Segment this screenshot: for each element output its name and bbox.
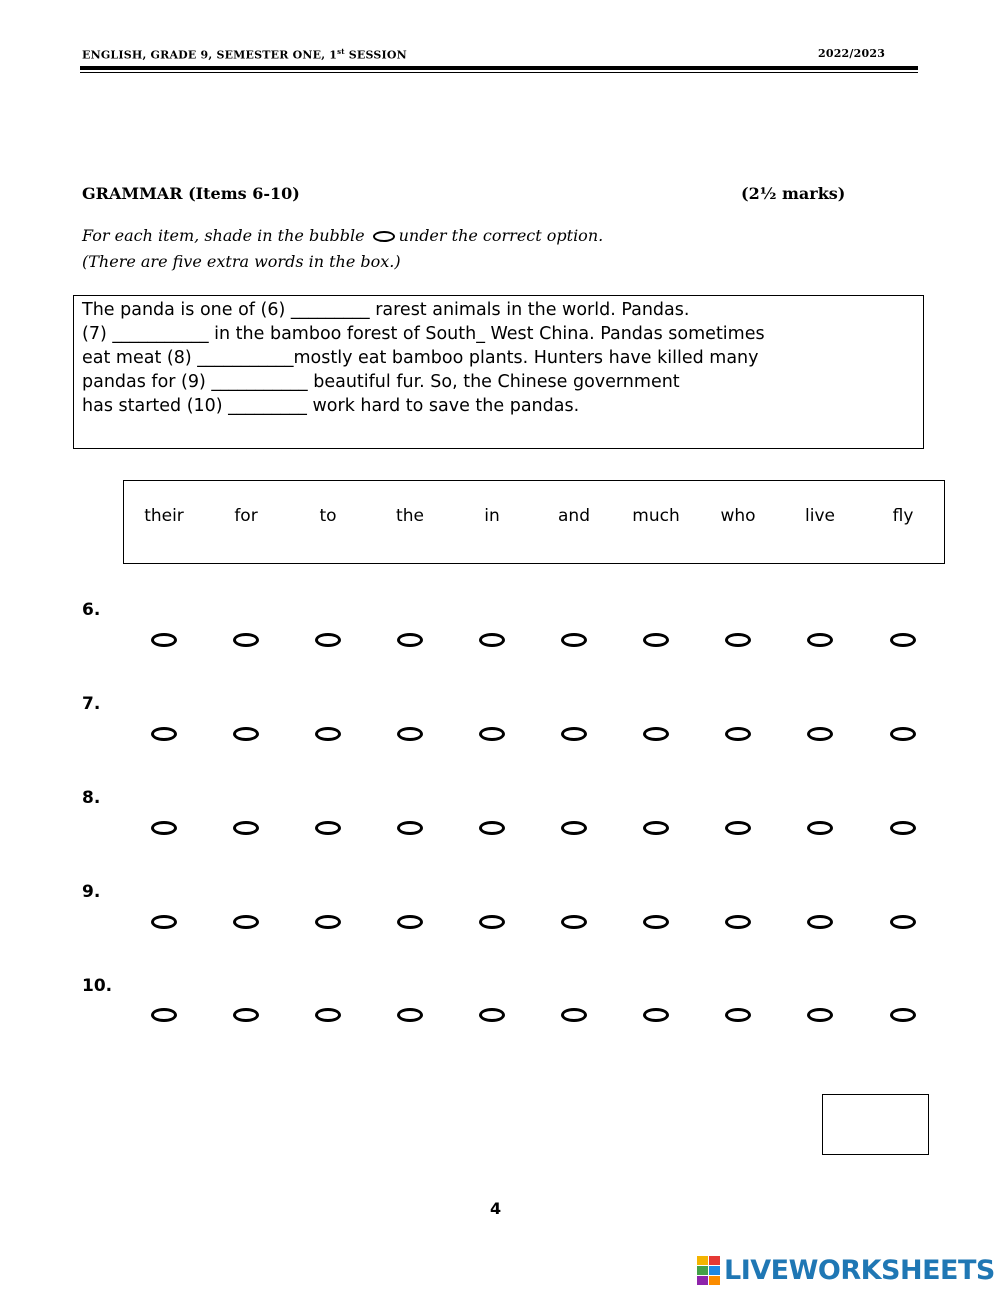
answer-bubble-6-live[interactable] — [807, 633, 833, 647]
answer-bubble-10-in[interactable] — [479, 1008, 505, 1022]
option-word: their — [144, 506, 184, 526]
item-number: 7. — [82, 694, 101, 714]
item-number: 9. — [82, 882, 101, 902]
answer-bubble-7-fly[interactable] — [890, 727, 916, 741]
logo-tile — [709, 1256, 720, 1265]
answer-bubble-8-much[interactable] — [643, 821, 669, 835]
passage-line: pandas for (9) ___________ beautiful fur. So, the Chinese government — [82, 372, 680, 392]
answer-bubble-10-who[interactable] — [725, 1008, 751, 1022]
answer-bubble-9-fly[interactable] — [890, 915, 916, 929]
answer-bubble-9-for[interactable] — [233, 915, 259, 929]
score-box — [822, 1094, 929, 1155]
liveworksheets-logo — [697, 1255, 995, 1286]
section-title: GRAMMAR (Items 6-10) — [82, 184, 300, 203]
instruction-extra-words: (There are five extra words in the box.) — [82, 252, 401, 271]
answer-bubble-6-much[interactable] — [643, 633, 669, 647]
answer-bubble-10-and[interactable] — [561, 1008, 587, 1022]
answer-bubble-8-fly[interactable] — [890, 821, 916, 835]
answer-bubble-6-fly[interactable] — [890, 633, 916, 647]
option-word: much — [632, 506, 680, 526]
answer-bubble-9-live[interactable] — [807, 915, 833, 929]
instruction-text-b: under the correct option. — [398, 226, 604, 245]
logo-grid-icon — [697, 1256, 720, 1285]
logo-tile — [697, 1276, 708, 1285]
answer-bubble-10-to[interactable] — [315, 1008, 341, 1022]
answer-bubble-10-live[interactable] — [807, 1008, 833, 1022]
answer-bubble-6-the[interactable] — [397, 633, 423, 647]
answer-bubble-7-their[interactable] — [151, 727, 177, 741]
answer-bubble-8-in[interactable] — [479, 821, 505, 835]
answer-bubble-7-who[interactable] — [725, 727, 751, 741]
instructions — [82, 223, 603, 275]
header-title: ENGLISH, GRADE 9, SEMESTER ONE, 1st SESSION — [82, 47, 407, 62]
logo-tile — [709, 1276, 720, 1285]
option-word: and — [558, 506, 590, 526]
answer-bubble-6-their[interactable] — [151, 633, 177, 647]
answer-bubble-7-live[interactable] — [807, 727, 833, 741]
option-word: in — [484, 506, 500, 526]
answer-bubble-8-to[interactable] — [315, 821, 341, 835]
answer-bubble-6-for[interactable] — [233, 633, 259, 647]
answer-bubble-10-much[interactable] — [643, 1008, 669, 1022]
logo-tile — [697, 1256, 708, 1265]
logo-tile — [709, 1266, 720, 1275]
item-number: 10. — [82, 976, 113, 996]
answer-bubble-7-and[interactable] — [561, 727, 587, 741]
passage-line: has started (10) _________ work hard to save the pandas. — [82, 396, 580, 416]
answer-bubble-7-in[interactable] — [479, 727, 505, 741]
passage-box — [73, 295, 924, 449]
answer-bubble-6-and[interactable] — [561, 633, 587, 647]
answer-bubble-7-for[interactable] — [233, 727, 259, 741]
answer-bubble-6-to[interactable] — [315, 633, 341, 647]
answer-bubble-7-the[interactable] — [397, 727, 423, 741]
answer-bubble-10-for[interactable] — [233, 1008, 259, 1022]
answer-bubble-10-the[interactable] — [397, 1008, 423, 1022]
header-rule-thick — [80, 66, 918, 70]
answer-bubble-8-live[interactable] — [807, 821, 833, 835]
answer-bubble-9-who[interactable] — [725, 915, 751, 929]
answer-bubble-9-to[interactable] — [315, 915, 341, 929]
option-word: fly — [892, 506, 914, 526]
section-marks: (2½ marks) — [741, 184, 846, 203]
page-number: 4 — [490, 1199, 502, 1218]
item-number: 8. — [82, 788, 101, 808]
option-word: the — [396, 506, 424, 526]
answer-bubble-7-much[interactable] — [643, 727, 669, 741]
answer-bubble-9-the[interactable] — [397, 915, 423, 929]
passage-line: (7) ___________ in the bamboo forest of South_ West China. Pandas sometimes — [82, 324, 765, 344]
answer-bubble-9-much[interactable] — [643, 915, 669, 929]
answer-bubble-8-who[interactable] — [725, 821, 751, 835]
answer-bubble-10-their[interactable] — [151, 1008, 177, 1022]
option-word: who — [720, 506, 756, 526]
answer-bubble-8-and[interactable] — [561, 821, 587, 835]
header-rule-thin — [80, 72, 918, 73]
answer-bubble-9-their[interactable] — [151, 915, 177, 929]
brand-name: LIVEWORKSHEETS — [724, 1255, 995, 1286]
answer-bubble-6-in[interactable] — [479, 633, 505, 647]
instruction-text-a: For each item, shade in the bubble — [82, 226, 365, 245]
answer-bubble-9-and[interactable] — [561, 915, 587, 929]
logo-tile — [697, 1266, 708, 1275]
header-year: 2022/2023 — [818, 47, 886, 60]
option-word: live — [805, 506, 835, 526]
item-number: 6. — [82, 600, 101, 620]
answer-bubble-8-the[interactable] — [397, 821, 423, 835]
answer-bubble-7-to[interactable] — [315, 727, 341, 741]
option-word: to — [319, 506, 337, 526]
option-word: for — [234, 506, 258, 526]
answer-bubble-8-for[interactable] — [233, 821, 259, 835]
answer-bubble-8-their[interactable] — [151, 821, 177, 835]
passage-line: The panda is one of (6) _________ rarest animals in the world. Pandas. — [82, 300, 690, 320]
answer-bubble-10-fly[interactable] — [890, 1008, 916, 1022]
answer-bubble-9-in[interactable] — [479, 915, 505, 929]
passage-line: eat meat (8) ___________mostly eat bamboo plants. Hunters have killed many — [82, 348, 759, 368]
answer-bubble-6-who[interactable] — [725, 633, 751, 647]
bubble-example-icon — [373, 231, 395, 242]
